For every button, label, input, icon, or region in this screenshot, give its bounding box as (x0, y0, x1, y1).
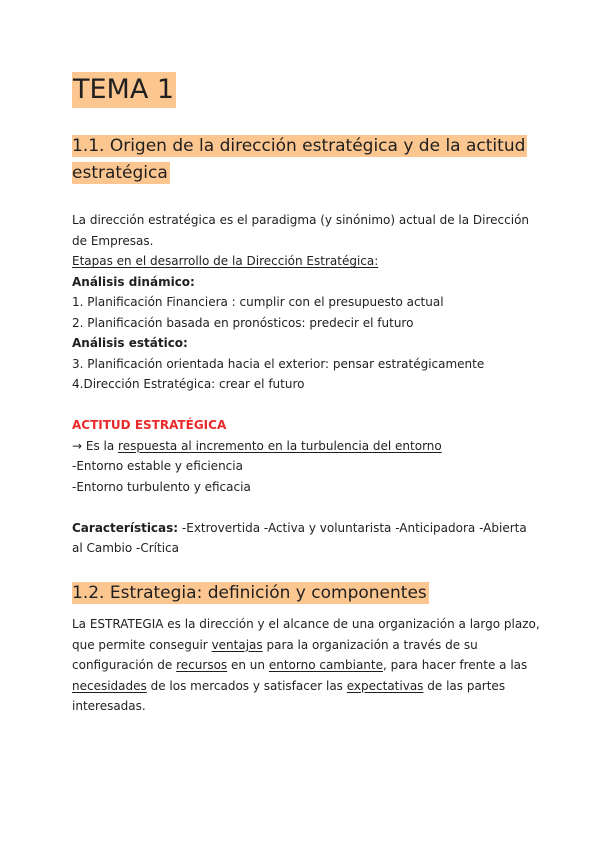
estatico-item: 4.Dirección Estratégica: crear el futuro (72, 377, 305, 391)
section-2-heading (72, 580, 429, 607)
intro-paragraph: La dirección estratégica es el paradigma (y sinónimo) actual de la Dirección de Empresas. (72, 213, 530, 248)
u-ventajas: ventajas (211, 637, 263, 652)
dinamico-label: Análisis dinámico: (72, 274, 195, 289)
spacer (72, 497, 540, 518)
section-2-heading-text: 1.2. Estrategia: definición y componentes (72, 583, 427, 603)
section-2-body (72, 614, 540, 717)
estrategia-paragraph (72, 614, 540, 717)
caracteristicas-text: -Extrovertida -Activa y voluntarista -Anticipadora -Abierta al Cambio -Crítica (72, 520, 527, 555)
actitud-item: -Entorno turbulento y eficacia (72, 479, 251, 494)
text-run: de los mercados y satisfacer las (146, 678, 347, 693)
section-1-heading-line2: estratégica (72, 163, 168, 183)
actitud-line (72, 436, 540, 457)
section-1-heading-line1: 1.1. Origen de la dirección estratégica y de la actitud (72, 136, 526, 156)
u-expectativas: expectativas (346, 678, 424, 693)
estatico-label: Análisis estático: (72, 336, 188, 350)
dinamico-item: 2. Planificación basada en pronósticos: predecir el futuro (72, 315, 414, 330)
section-1-heading (72, 133, 527, 187)
estatico-item: 3. Planificación orientada hacia el exterior: pensar estratégicamente (72, 356, 485, 371)
u-entorno-cambiante: entorno cambiante (268, 658, 383, 672)
caracteristicas-label: Características: (72, 520, 179, 535)
text-run: , para hacer frente a las (383, 658, 528, 672)
actitud-underlined: respuesta al incremento en la turbulencia del entorno (118, 438, 442, 453)
actitud-item: -Entorno estable y eficiencia (72, 459, 243, 473)
tema-title: TEMA 1 (72, 72, 176, 108)
text-run: de las partes interesadas. (72, 678, 506, 713)
u-necesidades: necesidades (72, 678, 147, 693)
u-recursos: recursos (176, 658, 228, 672)
text-run: para la organización a través de su configuración de (72, 637, 478, 672)
actitud-prefix: → Es la (72, 438, 119, 453)
spacer (72, 395, 540, 416)
text-run: La ESTRATEGIA es la dirección y el alcance de una organización a largo plazo, que permite conseguir (72, 617, 540, 652)
caracteristicas-paragraph (72, 518, 540, 559)
etapas-title: Etapas en el desarrollo de la Dirección Estratégica: (72, 254, 379, 268)
dinamico-item: 1. Planificación Financiera : cumplir con el presupuesto actual (72, 295, 444, 309)
actitud-title: ACTITUD ESTRATÉGICA (72, 418, 227, 432)
section-1-body (72, 210, 540, 559)
text-run: en un (227, 658, 269, 672)
